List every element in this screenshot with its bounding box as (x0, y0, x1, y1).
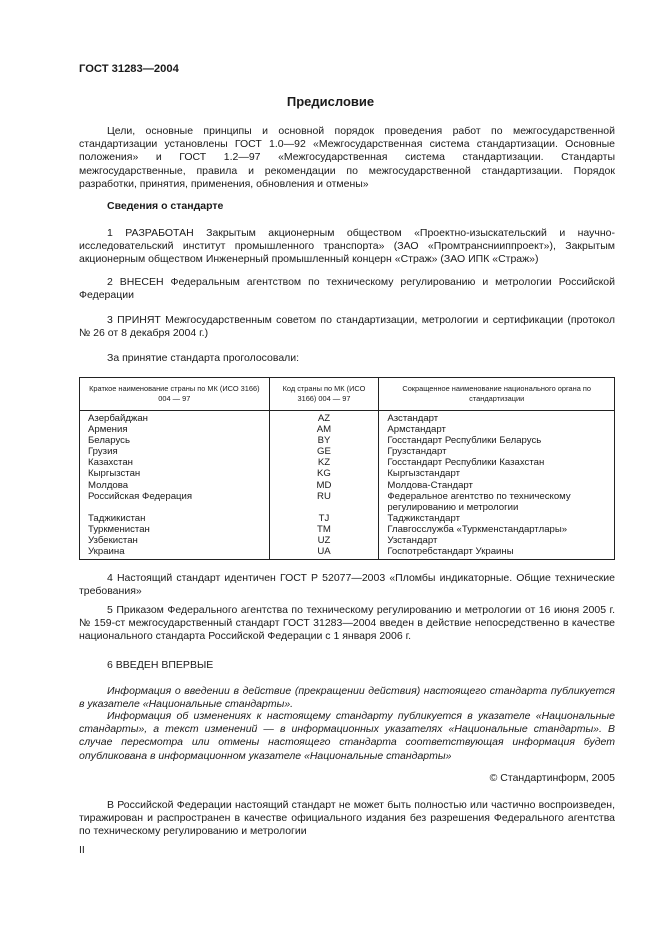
cell-organ: Армстандарт (379, 424, 615, 435)
cell-code: KG (269, 468, 379, 479)
table-row (80, 524, 615, 535)
table-row (80, 468, 615, 479)
cell-code: GE (269, 446, 379, 457)
cell-country: Российская Федерация (80, 491, 270, 513)
cell-organ: Молдова-Стандарт (379, 480, 615, 491)
table-header-country: Краткое наименование страны по МК (ИСО 3166) 004 — 97 (80, 378, 270, 411)
table-row (80, 480, 615, 491)
table-header-row (80, 378, 615, 411)
cell-code: RU (269, 491, 379, 513)
cell-code: AZ (269, 411, 379, 425)
cell-organ: Федеральное агентство по техническому регулированию и метрологии (379, 491, 615, 513)
cell-organ: Грузстандарт (379, 446, 615, 457)
info-paragraph-2: Информация об изменениях к настоящему стандарту публикуется в указателе «Национальные стандарты», а текст изменений — в информационных указателях «Национальные стандарты». В случае пересмотра или отмены настоящего стандарта соответствующая информация будет опубликована в информационном указателе «Национальные стандарты» (79, 710, 615, 762)
table-row (80, 435, 615, 446)
cell-organ: Таджикстандарт (379, 513, 615, 524)
table-row (80, 491, 615, 513)
cell-country: Беларусь (80, 435, 270, 446)
item-3-paragraph: 3 ПРИНЯТ Межгосударственным советом по стандартизации, метрологии и сертификации (протокол № 26 от 8 декабря 2004 г.) (79, 314, 615, 340)
cell-country: Кыргызстан (80, 468, 270, 479)
table-body (80, 411, 615, 560)
table-row (80, 546, 615, 560)
cell-code: MD (269, 480, 379, 491)
table-row (80, 446, 615, 457)
cell-code: TJ (269, 513, 379, 524)
cell-country: Узбекистан (80, 535, 270, 546)
item-1-paragraph: 1 РАЗРАБОТАН Закрытым акционерным обществом «Проектно-изыскательский и научно-исследовательский институт промышленного транспорта» (ЗАО «Промтранснииппроект»), Закрытым акционерным обществом Инженерный промышленный концерн «Страж» (ЗАО ИПК «Страж») (79, 227, 615, 266)
copyright-line: © Стандартинформ, 2005 (489, 772, 615, 784)
table-row (80, 513, 615, 524)
item-4-paragraph: 4 Настоящий стандарт идентичен ГОСТ Р 52077—2003 «Пломбы индикаторные. Общие технические требования» (79, 572, 615, 598)
table-row (80, 457, 615, 468)
table-row (80, 535, 615, 546)
cell-country: Азербайджан (80, 411, 270, 425)
table-row (80, 424, 615, 435)
page-title: Предисловие (286, 94, 375, 109)
item-2-paragraph: 2 ВНЕСЕН Федеральным агентством по техническому регулированию и метрологии Российской Федерации (79, 276, 615, 302)
cell-code: AM (269, 424, 379, 435)
cell-organ: Госстандарт Республики Казахстан (379, 457, 615, 468)
votes-table (79, 377, 615, 560)
cell-organ: Главгосслужба «Туркменстандартлары» (379, 524, 615, 535)
cell-code: KZ (269, 457, 379, 468)
intro-paragraph: Цели, основные принципы и основной порядок проведения работ по межгосударственной стандартизации установлены ГОСТ 1.0—92 «Межгосударственная система стандартизации. Основные положения» и ГОСТ 1.2—97 «Межгосударственная система стандартизации. Стандарты межгосударственные, правила и рекомендации по межгосударственной стандартизации. Порядок разработки, принятия, применения, обновления и отмены» (79, 125, 615, 190)
cell-code: UZ (269, 535, 379, 546)
cell-code: TM (269, 524, 379, 535)
info-paragraph-1: Информация о введении в действие (прекращении действия) настоящего стандарта публикуется в указателе «Национальные стандарты». (79, 685, 615, 711)
document-header: ГОСТ 31283—2004 (79, 63, 179, 75)
cell-country: Украина (80, 546, 270, 560)
cell-country: Казахстан (80, 457, 270, 468)
cell-country: Армения (80, 424, 270, 435)
cell-organ: Азстандарт (379, 411, 615, 425)
cell-country: Молдова (80, 480, 270, 491)
cell-organ: Кыргызстандарт (379, 468, 615, 479)
cell-country: Грузия (80, 446, 270, 457)
table-header-organ: Сокращенное наименование национального органа по стандартизации (379, 378, 615, 411)
table-row (80, 411, 615, 425)
cell-country: Таджикистан (80, 513, 270, 524)
reproduction-notice: В Российской Федерации настоящий стандарт не может быть полностью или частично воспроизведен, тиражирован и распространен в качестве официального издания без разрешения Федерального агентства по техническому регулированию и метрологии (79, 799, 615, 838)
page-number: II (79, 844, 85, 856)
item-5-paragraph: 5 Приказом Федерального агентства по техническому регулированию и метрологии от 16 июня 2005 г. № 159-ст межгосударственный стандарт ГОСТ 31283—2004 введен в действие непосредственно в качестве национального стандарта Российской Федерации с 1 января 2006 г. (79, 604, 615, 643)
cell-code: UA (269, 546, 379, 560)
section-heading: Сведения о стандарте (107, 200, 224, 212)
item-6-paragraph: 6 ВВЕДЕН ВПЕРВЫЕ (107, 659, 214, 671)
vote-intro: За принятие стандарта проголосовали: (107, 352, 300, 364)
cell-organ: Госпотребстандарт Украины (379, 546, 615, 560)
cell-country: Туркменистан (80, 524, 270, 535)
table-header-code: Код страны по МК (ИСО 3166) 004 — 97 (269, 378, 379, 411)
cell-organ: Госстандарт Республики Беларусь (379, 435, 615, 446)
cell-code: BY (269, 435, 379, 446)
cell-organ: Узстандарт (379, 535, 615, 546)
